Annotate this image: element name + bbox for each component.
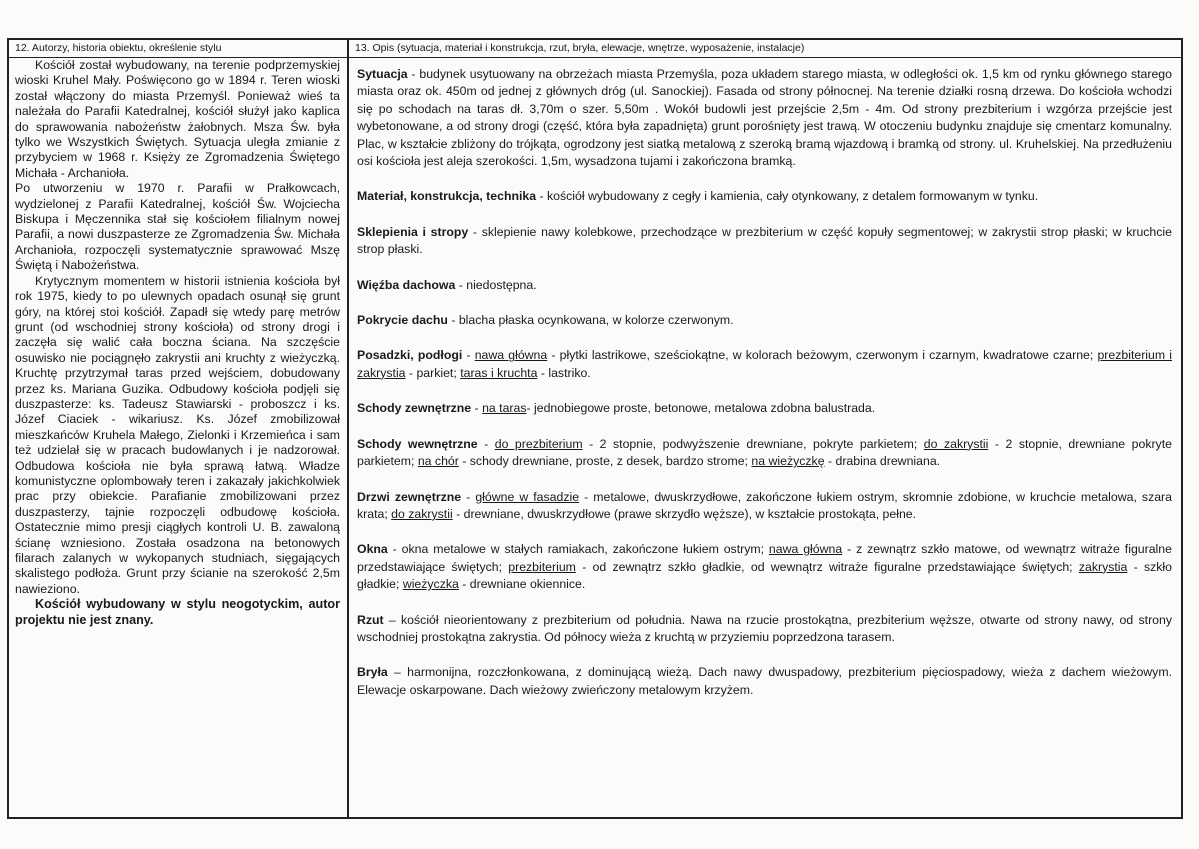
term-glowne-w-fasadzie: główne w fasadzie bbox=[475, 489, 580, 504]
term-prezbiterium-zakrystia: prezbiterium i zakrystia bbox=[357, 348, 1173, 380]
section-okna bbox=[357, 541, 1172, 593]
label-sytuacja: Sytuacja bbox=[357, 67, 408, 81]
term-na-taras: na taras bbox=[482, 401, 527, 416]
term-okna-zakrystia: zakrystia bbox=[1078, 559, 1128, 574]
term-na-wiezyczke: na wieżyczkę bbox=[751, 454, 825, 469]
text-okna-2: - od zewnątrz szkło gładkie, od wewnątrz witraże figuralne przedstawiające świętych; bbox=[575, 559, 1079, 574]
label-rzut: Rzut bbox=[357, 612, 384, 627]
label-drzwi: Drzwi zewnętrzne bbox=[357, 489, 462, 504]
text-schody-wew-2: - 2 stopnie, drewniane pokryte parkietem; bbox=[357, 436, 1172, 469]
label-schody-zewnetrzne: Schody zewnętrzne bbox=[357, 401, 472, 416]
column-divider bbox=[347, 40, 349, 817]
label-schody-wewnetrzne: Schody wewnętrzne bbox=[357, 436, 478, 451]
text-bryla: – harmonijna, rozczłonkowana, z dominującą wieżą. Dach nawy dwuspadowy, prezbiterium pięciospadowy, wieża z dachem wieżowym. Elewacje oskarpowane. Dach wieżowy zwieńczony metalowym krzyżem. bbox=[357, 665, 1172, 697]
label-okna: Okna bbox=[357, 542, 388, 557]
text-okna-1: - z zewnątrz szkło matowe, od wewnątrz witraże figuralne przedstawiające świętych; bbox=[357, 542, 1172, 574]
history-column bbox=[15, 58, 340, 628]
section-pokrycie bbox=[357, 312, 1172, 329]
section-rzut bbox=[357, 612, 1172, 647]
label-pokrycie: Pokrycie dachu bbox=[357, 313, 448, 328]
text-okna-3: - szkło gładkie; bbox=[357, 559, 1172, 592]
label-material: Materiał, konstrukcja, technika bbox=[357, 189, 537, 204]
term-na-chor: na chór bbox=[417, 454, 459, 469]
term-okna-prezbiterium: prezbiterium bbox=[508, 559, 576, 574]
history-paragraph-1: Kościół został wybudowany, na terenie podprzemyskiej wioski Kruhel Mały. Poświęcono go w 1894 r. Teren wioski został włączony do miasta Przemyśl. Ponieważ wieś ta należała do Parafii Katedralnej, kościół służył jako kaplica do sprawowania nabożeństw żałobnych. Msza Św. była tylko we Wszystkich Świętych. Sytuacja uległa zmianie z przybyciem w 1968 r. Księży ze Zgromadzenia Świętego Michała - Archanioła. bbox=[15, 58, 340, 180]
section-schody-zewnetrzne: Schody zewnętrzne - na taras- jednobiegowe proste, betonowe, metalowa zdobna balustrada. bbox=[357, 401, 876, 416]
term-okna-wiezyczka: wieżyczka bbox=[402, 577, 459, 592]
section-posadzki: Posadzki, podłogi - nawa główna - płytki lastrikowe, sześciokątne, w kolorach beżowym, czerwonym i czarnym, kwadratowe czarne; prezbiterium i zakrystia - parkiet; taras i kruchta - lastriko. bbox=[357, 348, 1173, 380]
section-wiezba bbox=[357, 277, 1172, 294]
term-taras-kruchta: taras i kruchta bbox=[460, 365, 538, 380]
text-rzut: – kościół nieorientowany z prezbiterium od południa. Nawa na rzucie prostokątna, prezbiterium węższe, otwarte od strony nawy, od strony wschodniej prostokątna zakrystia. Od północy wieża z kruchtą w przyziemiu poprzedzona tarasem. bbox=[357, 612, 1172, 644]
text-schody-wew-1: - 2 stopnie, podwyższenie drewniane, pokryte parkietem; bbox=[582, 436, 924, 451]
text-schody-zewnetrzne: - jednobiegowe proste, betonowe, metalowa zdobna balustrada. bbox=[526, 401, 876, 416]
section-material bbox=[357, 188, 1172, 205]
text-okna-4: - drewniane okiennice. bbox=[458, 577, 586, 592]
text-material: - kościół wybudowany z cegły i kamienia, cały otynkowany, z detalem formowanym w tynku. bbox=[536, 189, 1039, 204]
label-wiezba: Więźba dachowa bbox=[357, 277, 456, 292]
section-sytuacja bbox=[357, 66, 1172, 170]
description-column bbox=[357, 66, 1172, 717]
text-drzwi-1: - metalowe, dwuskrzydłowe, zakończone łukiem ostrym, skromnie zdobione, w kruchcie metalowa, szara krata; bbox=[357, 489, 1172, 521]
label-posadzki: Posadzki, podłogi bbox=[357, 348, 463, 363]
term-do-zakrystii: do zakrystii bbox=[923, 436, 989, 451]
term-drzwi-do-zakrystii: do zakrystii bbox=[391, 506, 453, 521]
section-drzwi: Drzwi zewnętrzne - główne w fasadzie - metalowe, dwuskrzydłowe, zakończone łukiem ostrym, skromnie zdobione, w kruchcie metalowa, szara krata; do zakrystii - drewniane, dwuskrzydłowe (prawe skrzydło węższe), w kształcie prostokąta, pełne. bbox=[357, 489, 1172, 521]
text-posadzki-2: - parkiet; bbox=[405, 365, 461, 380]
label-bryla: Bryła bbox=[357, 665, 388, 680]
section-13-heading: 13. Opis (sytuacja, materiał i konstrukcja, rzut, bryła, elewacje, wnętrze, wyposażenie, instalacje) bbox=[355, 42, 805, 54]
text-posadzki-3: - lastriko. bbox=[537, 365, 591, 380]
text-wiezba: - niedostępna. bbox=[455, 277, 537, 292]
text-pokrycie: - blacha płaska ocynkowana, w kolorze czerwonym. bbox=[447, 313, 734, 328]
text-posadzki-1: - płytki lastrikowe, sześciokątne, w kolorach beżowym, czerwonym i czarnym, kwadratowe czarne; bbox=[547, 348, 1098, 363]
label-sklepienia: Sklepienia i stropy bbox=[357, 224, 469, 239]
history-paragraph-3: Krytycznym momentem w historii istnienia kościoła był rok 1975, kiedy to po ulewnych opadach osunął się grunt góry, na której stoi kościół. Zapadł się wtedy parę metrów grunt (od wschodniej strony kościoła) od strony drogi i zaczęła się walić cała boczna ściana. Na szczęście osuwisko nie pociągnęło zakrystii ani kruchty z wieżyczką. Kruchtę przytrzymał taras przed wejściem, dobudowany przez ks. Mariana Guzika. Odbudowy kościoła podjęli się duszpasterze: ks. Tadeusz Stawiarski - proboszcz i ks. Józef Ciaciek - wikariusz. Ks. Józef zmobilizował mieszkańców Kruhela Małego, Zielonki i Krzemieńca i sam też udzielał się w pracach budowlanych i je nadzorował. Odbudowa kościoła nie była sprawą łatwą. Władze komunistyczne oplombowały teren i zakazały jakichkolwiek prac przy obiekcie. Parafianie zmobilizowani przez duszpasterzy, tajnie rozpoczęli odbudowę kościoła. Ostatecznie mimo presji ciągłych kontroli U. B. zawaloną ścianę wzniesiono. Została osadzona na betonowych filarach zalanych w wykopanych studniach, sięgających skalistego podłoża. Grunt przy ścianie na szerokość 2,5m nawieziono. bbox=[15, 273, 340, 596]
history-paragraph-2: Po utworzeniu w 1970 r. Parafii w Prałkowcach, wydzielonej z Parafii Katedralnej, kościół Św. Wojciecha Biskupa i Męczennika stał się kościołem filialnym nowej Parafii, a nowi duszpasterze ze Zgromadzenia Św. Michała Archanioła, rozpoczęli systematycznie sprawować Mszę Świętą i Nabożeństwa. bbox=[15, 181, 340, 273]
text-schody-wew-4: - drabina drewniana. bbox=[824, 454, 941, 469]
term-okna-nawa-glowna: nawa główna bbox=[768, 542, 843, 557]
text-drzwi-2: - drewniane, dwuskrzydłowe (prawe skrzydło węższe), w kształcie prostokąta, pełne. bbox=[452, 506, 917, 521]
text-sytuacja: - budynek usytuowany na obrzeżach miasta Przemyśla, poza układem starego miasta, w odległości ok. 1,5 km od rynku głównego starego miasta oraz ok. 450m od jednej z głównych dróg (ul. Sanockiej). Fasada od strony północnej. Na terenie działki rosną drzewa. Do kościoła wchodzi się po schodach na taras dł. 3,70m o szer. 5,50m . Wokół budowli jest przejście 2,5m - 4m. Od strony prezbiterium i wzgórza przejście jest wybetonowane, a od strony drogi (część, która była zapadnięta) grunt porośnięty jest trawą. W otoczeniu budynku znajduje się cmentarz komunalny. Plac, w kształcie zbliżony do trójkąta, ogrodzony jest siatką metalową z szeroką bramą wjazdową i bramką od strony. ul. Kruhelskiej. Na przedłużeniu osi kościoła jest aleja szerokości. 1,5m, wysadzona tujami i zakończona bramką. bbox=[357, 67, 1172, 169]
section-schody-wewnetrzne: Schody wewnętrzne - do prezbiterium - 2 stopnie, podwyższenie drewniane, pokryte parkietem; do zakrystii - 2 stopnie, drewniane pokryte parkietem; na chór - schody drewniane, proste, z desek, bardzo strome; na wieżyczkę - drabina drewniana. bbox=[357, 436, 1172, 469]
section-12-heading: 12. Autorzy, historia obiektu, określenie stylu bbox=[15, 42, 222, 54]
text-okna-0: - okna metalowe w stałych ramiakach, zakończone łukiem ostrym; bbox=[387, 542, 769, 557]
record-sheet bbox=[7, 38, 1183, 819]
section-sklepienia bbox=[357, 224, 1172, 259]
style-statement: Kościół wybudowany w stylu neogotyckim, autor projektu nie jest znany. bbox=[15, 597, 340, 627]
term-nawa-glowna: nawa główna bbox=[474, 348, 548, 363]
text-sklepienia: - sklepienie nawy kolebkowe, przechodzące w prezbiterium w część kopuły segmentowej; w zakrystii strop płaski; w kruchcie strop płaski. bbox=[357, 224, 1172, 257]
text-schody-wew-3: - schody drewniane, proste, z desek, bardzo strome; bbox=[458, 454, 752, 469]
section-bryla bbox=[357, 664, 1172, 699]
header-row bbox=[9, 40, 1181, 58]
term-do-prezbiterium: do prezbiterium bbox=[494, 436, 583, 451]
